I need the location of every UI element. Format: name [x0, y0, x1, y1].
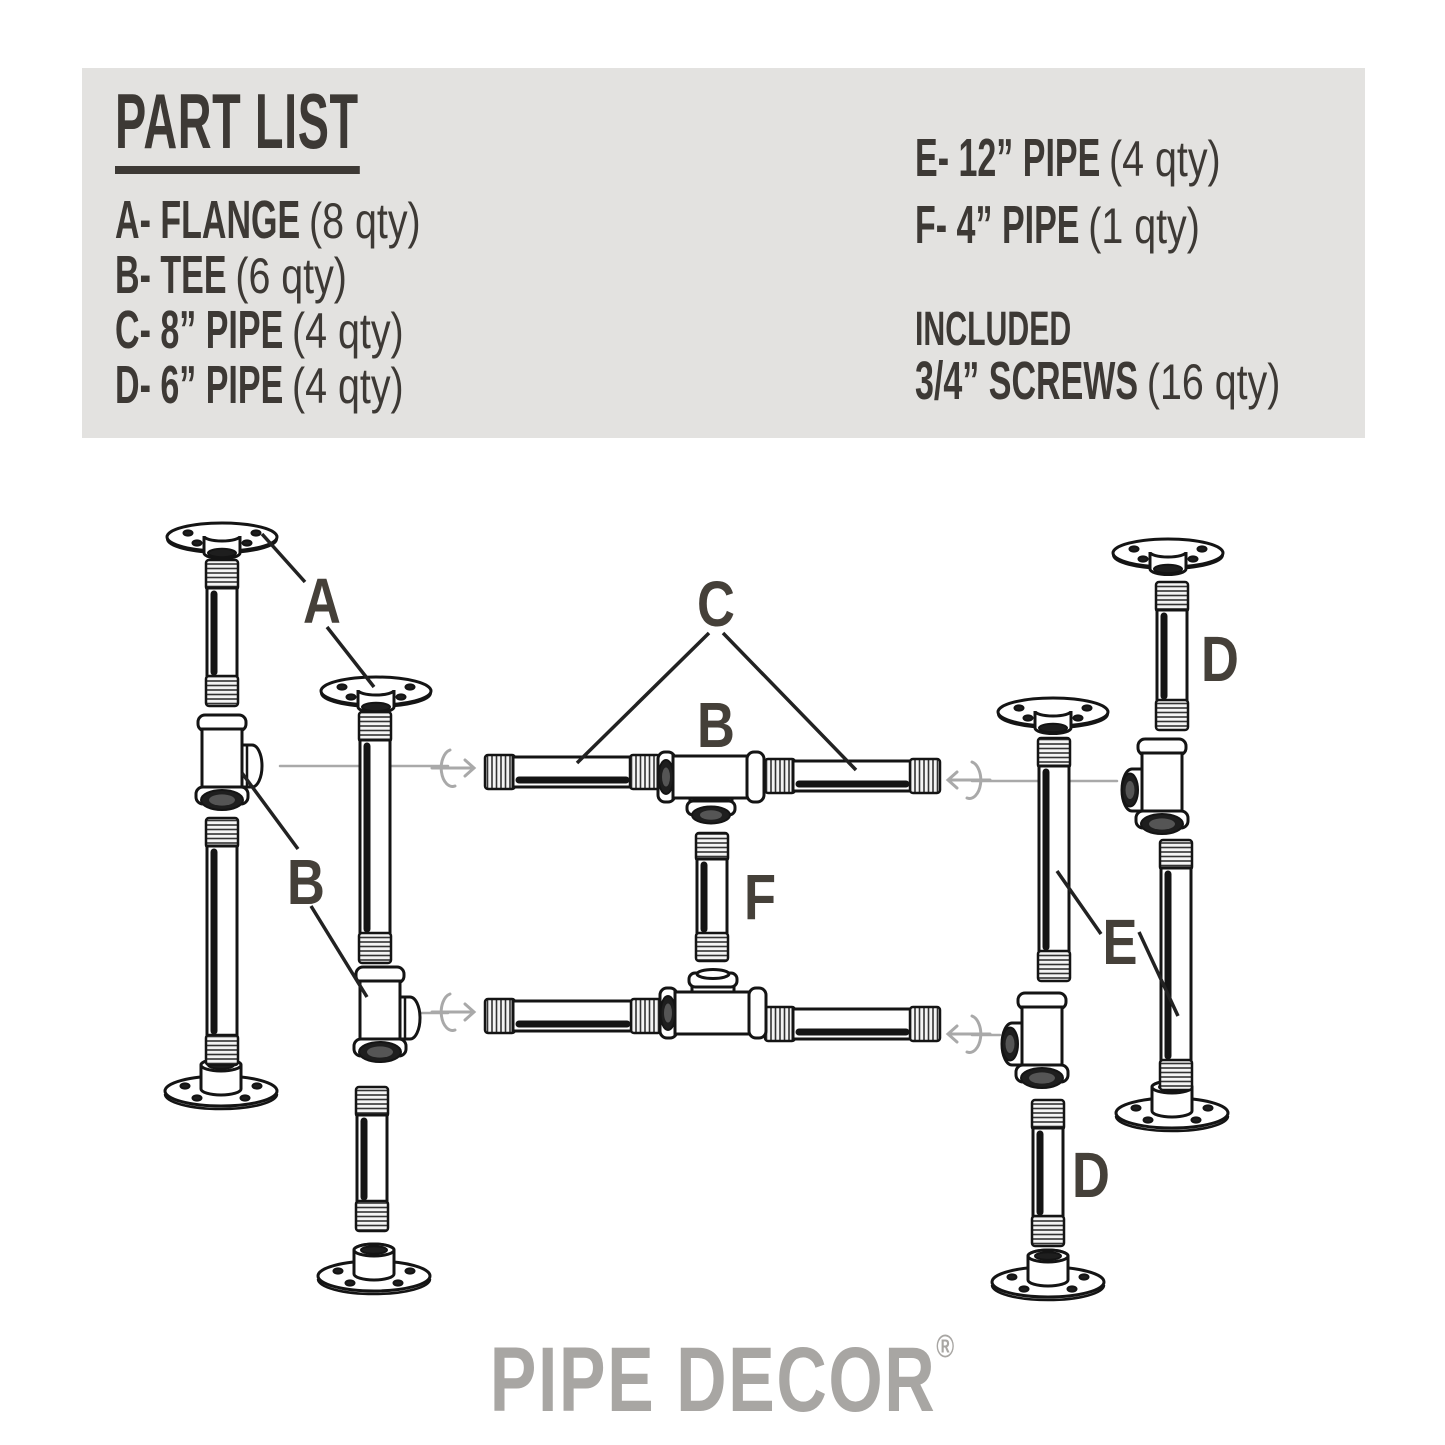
part-qty: (1 qty)	[1088, 198, 1200, 254]
part-label: 3/4” SCREWS	[915, 351, 1139, 411]
diagram-label-d-bottom: D	[1072, 1140, 1110, 1212]
pipe-f-illustration	[696, 833, 728, 961]
brand-logo	[416, 1328, 1027, 1431]
part-qty: (16 qty)	[1146, 354, 1281, 410]
flange-illustration	[992, 1250, 1104, 1300]
part-qty: (8 qty)	[309, 193, 421, 249]
part-label: D- 6” PIPE	[115, 355, 284, 415]
diagram-label-c: C	[697, 569, 735, 641]
tee-illustration	[1002, 993, 1068, 1088]
pipe-d-illustration	[1156, 582, 1188, 730]
part-qty: (4 qty)	[292, 303, 404, 359]
tee-illustration	[660, 970, 766, 1039]
part-list-title: PART LIST	[115, 82, 360, 174]
diagram-label-b-center: B	[697, 690, 735, 762]
registered-trademark-icon: ®	[936, 1328, 955, 1364]
rotate-arrow-icon	[432, 750, 474, 786]
rotate-arrow-icon	[948, 762, 990, 798]
diagram-label-f: F	[743, 862, 777, 934]
pipe-d-illustration	[206, 560, 238, 706]
rotate-arrow-icon	[948, 1016, 990, 1052]
pipe-c-illustration	[485, 999, 661, 1033]
diagram-label-d-top: D	[1201, 624, 1239, 696]
pipe-e-illustration	[359, 712, 391, 963]
tee-illustration	[658, 752, 764, 824]
brand-name: PIPE DECOR	[489, 1329, 937, 1431]
tee-illustration	[1122, 739, 1188, 834]
part-label: C- 8” PIPE	[115, 300, 284, 360]
tee-illustration	[196, 715, 262, 810]
pipe-e-illustration	[1038, 738, 1070, 981]
diagram-label-e: E	[1102, 907, 1138, 979]
flange-illustration	[1113, 539, 1223, 575]
flange-illustration	[167, 523, 277, 559]
pipe-e-illustration	[1160, 840, 1192, 1090]
pipe-d-illustration	[356, 1087, 388, 1231]
part-label: F- 4” PIPE	[915, 195, 1080, 255]
pipe-c-illustration	[485, 755, 660, 789]
flange-illustration	[321, 677, 431, 713]
part-label: E- 12” PIPE	[915, 128, 1101, 188]
tee-illustration	[354, 967, 420, 1062]
flange-illustration	[318, 1244, 430, 1294]
part-qty: (4 qty)	[1109, 131, 1221, 187]
pipe-d-illustration	[1032, 1100, 1064, 1246]
brand-logo-text	[489, 1328, 955, 1431]
included-heading: INCLUDED	[915, 303, 1072, 356]
rotate-arrow-icon	[432, 994, 474, 1030]
flange-illustration	[998, 698, 1108, 734]
flange-illustration	[165, 1059, 277, 1109]
diagram-label-b-left: B	[287, 847, 325, 919]
diagram-label-a: A	[303, 566, 341, 638]
part-qty: (4 qty)	[292, 358, 404, 414]
pipe-e-illustration	[206, 818, 238, 1065]
part-label: A- FLANGE	[115, 190, 301, 250]
pipe-c-illustration	[765, 1007, 940, 1041]
part-qty: (6 qty)	[235, 248, 347, 304]
part-label: B- TEE	[115, 245, 227, 305]
